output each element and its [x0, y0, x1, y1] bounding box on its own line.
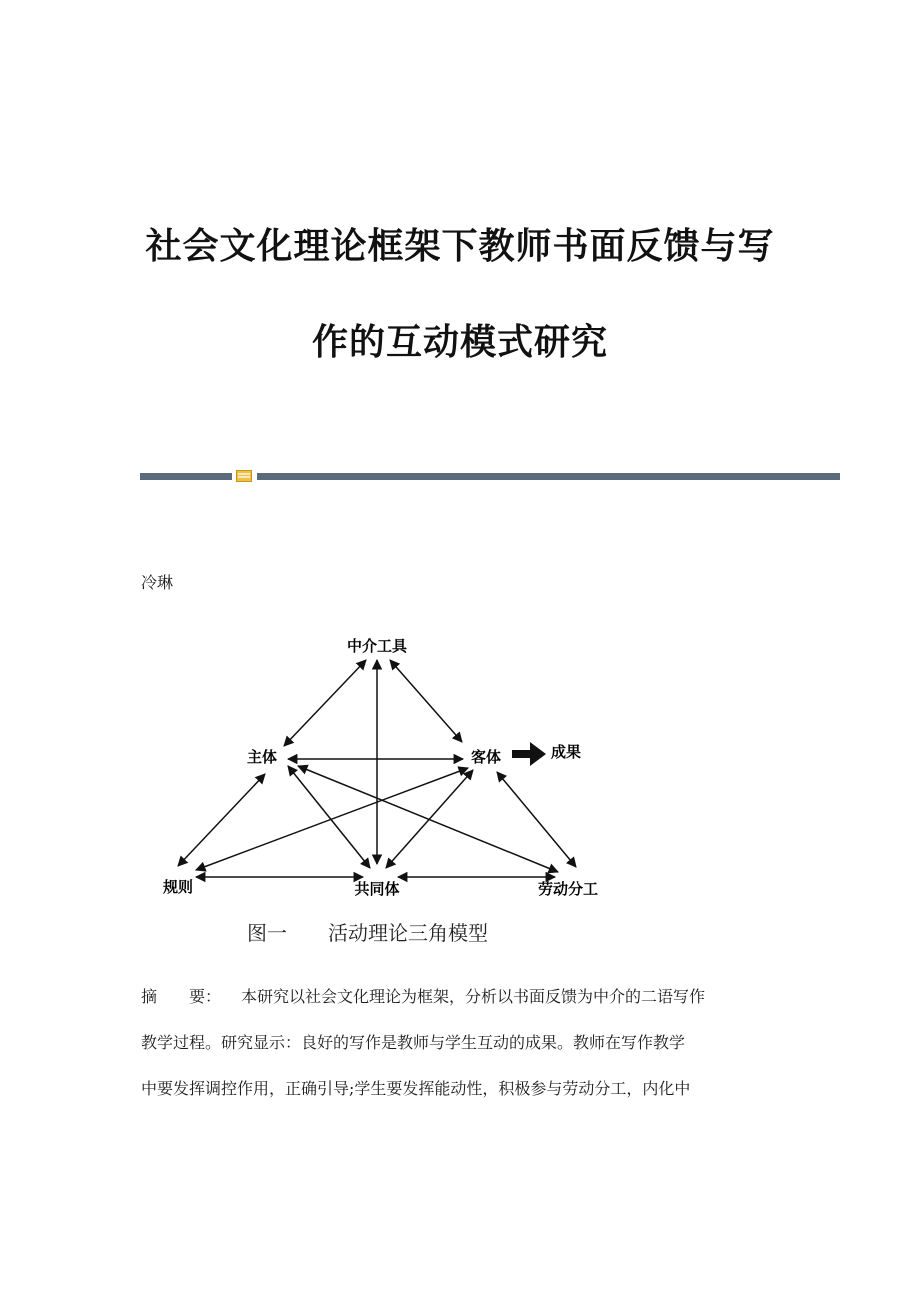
node-division: 劳动分工 [537, 880, 599, 898]
node-subject: 主体 [246, 748, 278, 766]
node-object: 客体 [470, 748, 502, 766]
edge-tool-object [390, 660, 462, 742]
edge-tool-subject [284, 660, 366, 746]
abstract-line-3: 中要发挥调控作用，正确引导;学生要发挥能动性，积极参与劳动分工，内化中 [141, 1079, 691, 1098]
node-rules: 规则 [162, 878, 194, 896]
edge-subject-division [298, 766, 558, 872]
author-name: 冷琳 [141, 573, 174, 592]
figure-caption-text: 活动理论三角模型 [328, 921, 488, 945]
section-divider [140, 470, 840, 482]
divider-bar-right [257, 473, 840, 480]
outcome-arrow [512, 742, 546, 766]
abstract-line-2: 教学过程。研究显示：良好的写作是教师与学生互动的成果。教师在写作教学 [141, 1033, 686, 1052]
node-community: 共同体 [354, 880, 400, 898]
abstract-label: 摘 要： [141, 987, 222, 1006]
edge-subject-community [288, 766, 370, 868]
node-outcome: 成果 [550, 743, 582, 761]
abstract-line-1 [141, 974, 781, 1020]
title-line-2: 作的互动模式研究 [311, 321, 608, 363]
title-line-1: 社会文化理论框架下教师书面反馈与写 [145, 225, 775, 267]
divider-bar-left [140, 473, 232, 480]
activity-triangle-figure [148, 624, 614, 946]
figure-caption-number: 图一 [247, 921, 287, 945]
edge-subject-rules [178, 774, 265, 866]
abstract [141, 974, 781, 1112]
envelope-icon [236, 470, 252, 482]
edge-object-community [386, 770, 473, 868]
abstract-text-1: 本研究以社会文化理论为框架，分析以书面反馈为中介的二语写作 [241, 987, 706, 1006]
node-tool: 中介工具 [346, 637, 408, 655]
